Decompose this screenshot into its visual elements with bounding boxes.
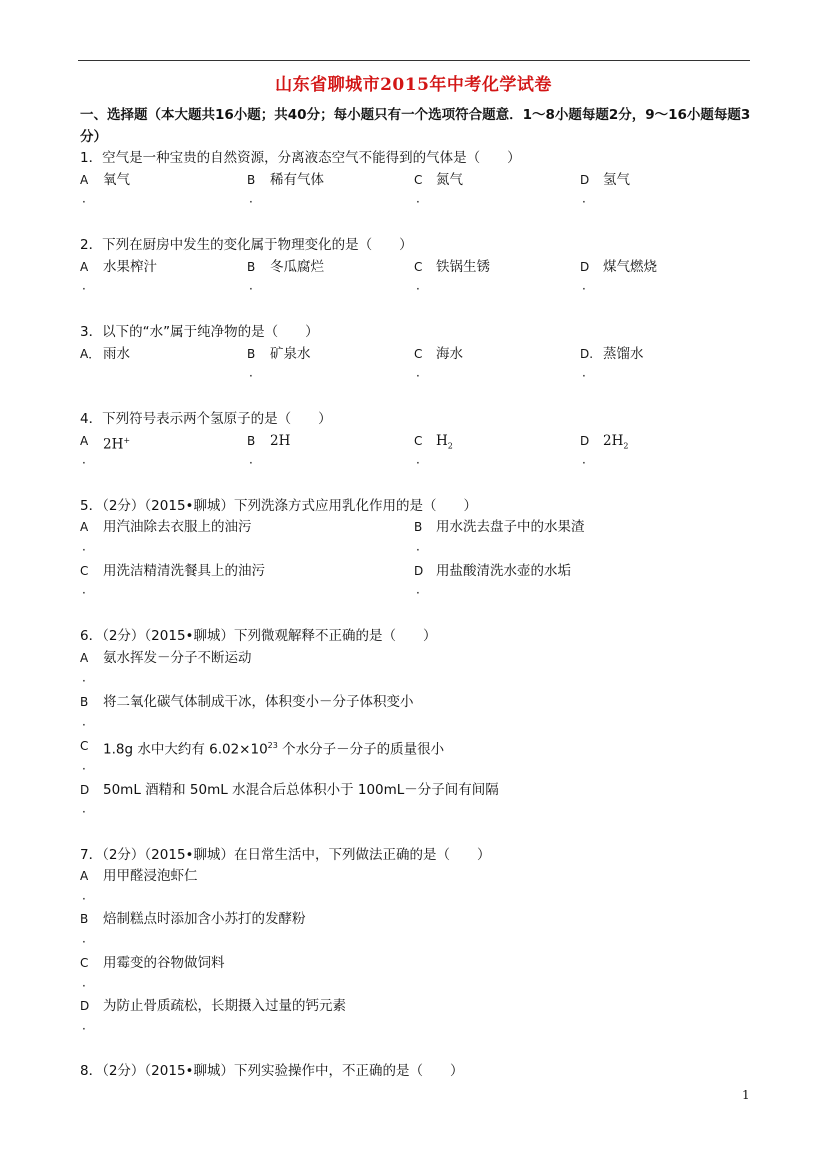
dot: · xyxy=(416,543,420,557)
exam-title: 山东省聊城市2015年中考化学试卷 xyxy=(275,75,552,95)
dot: · xyxy=(82,892,86,906)
q5-option-c-letter: C xyxy=(80,564,89,578)
q7-option-c-letter: C xyxy=(80,956,89,970)
q1-option-a[interactable]: 氧气 xyxy=(103,172,130,188)
question-4-stem: 4．下列符号表示两个氢原子的是（ ） xyxy=(80,411,332,427)
section-heading: 一、选择题（本大题共16小题；共40分；每小题只有一个选项符合题意．1～8小题每题2分，9～16小题每题3分） xyxy=(80,107,751,145)
dot: · xyxy=(82,718,86,732)
dot: · xyxy=(249,282,253,296)
q5-option-d-letter: D xyxy=(414,564,424,578)
question-6-stem: 6．（2分）（2015•聊城）下列微观解释不正确的是（ ） xyxy=(80,628,437,644)
dot: · xyxy=(582,369,586,383)
q6-option-a-letter: A xyxy=(80,651,89,665)
q3-option-b-letter: B xyxy=(247,347,256,361)
q5-option-b-letter: B xyxy=(414,520,423,534)
q1-option-d[interactable]: 氢气 xyxy=(603,172,630,188)
q5-option-b[interactable]: 用水洗去盘子中的水果渣 xyxy=(436,519,585,535)
q5-option-a-letter: A xyxy=(80,520,89,534)
dot: · xyxy=(82,282,86,296)
dot: · xyxy=(82,586,86,600)
question-2-stem: 2．下列在厨房中发生的变化属于物理变化的是（ ） xyxy=(80,237,413,253)
q3-option-b[interactable]: 矿泉水 xyxy=(270,346,311,362)
dot: · xyxy=(249,369,253,383)
dot: · xyxy=(416,195,420,209)
q6-option-b-letter: B xyxy=(80,695,89,709)
q1-option-b[interactable]: 稀有气体 xyxy=(270,172,324,188)
q3-option-a[interactable]: 雨水 xyxy=(103,346,130,362)
dot: · xyxy=(582,282,586,296)
dot: · xyxy=(82,456,86,470)
q2-option-d[interactable]: 煤气燃烧 xyxy=(603,259,657,275)
question-7-stem: 7．（2分）（2015•聊城）在日常生活中，下列做法正确的是（ ） xyxy=(80,847,491,863)
q5-option-a[interactable]: 用汽油除去衣服上的油污 xyxy=(103,519,252,535)
dot: · xyxy=(582,195,586,209)
q6-option-b[interactable]: 将二氧化碳气体制成干冰，体积变小－分子体积变小 xyxy=(103,694,414,710)
q2-option-b-letter: B xyxy=(247,260,256,274)
q3-option-c-letter: C xyxy=(414,347,423,361)
q4-option-b[interactable]: 2H xyxy=(270,433,291,449)
q1-option-d-letter: D xyxy=(580,173,590,187)
q2-option-a-letter: A xyxy=(80,260,89,274)
q6-option-d-letter: D xyxy=(80,783,90,797)
question-8-stem: 8．（2分）（2015•聊城）下列实验操作中，不正确的是（ ） xyxy=(80,1063,464,1079)
q6-option-a[interactable]: 氨水挥发－分子不断运动 xyxy=(103,650,252,666)
q4-option-d[interactable] xyxy=(603,432,628,456)
q2-option-d-letter: D xyxy=(580,260,590,274)
q1-option-c[interactable]: 氮气 xyxy=(436,172,463,188)
q7-option-d[interactable]: 为防止骨质疏松，长期摄入过量的钙元素 xyxy=(103,998,346,1014)
q6-option-c-pre: 1.8g 水中大约有 6.02×10 xyxy=(103,741,268,758)
page-number: 1 xyxy=(742,1088,750,1102)
dot: · xyxy=(249,456,253,470)
q3-option-d[interactable]: 蒸馏水 xyxy=(603,346,644,362)
q1-option-c-letter: C xyxy=(414,173,423,187)
q4-option-a-letter: A xyxy=(80,434,89,448)
dot: · xyxy=(82,935,86,949)
q1-option-b-letter: B xyxy=(247,173,256,187)
dot: · xyxy=(416,282,420,296)
q4-option-c-letter: C xyxy=(414,434,423,448)
q5-option-d[interactable]: 用盐酸清洗水壶的水垢 xyxy=(436,563,571,579)
dot: · xyxy=(582,456,586,470)
q3-option-c[interactable]: 海水 xyxy=(436,346,463,362)
q4-option-c-sub: 2 xyxy=(447,441,453,451)
q7-option-c[interactable]: 用霉变的谷物做饲料 xyxy=(103,955,225,971)
q1-option-a-letter: A xyxy=(80,173,89,187)
q5-option-c[interactable]: 用洗洁精清洗餐具上的油污 xyxy=(103,563,265,579)
q7-option-b-letter: B xyxy=(80,912,89,926)
dot: · xyxy=(82,674,86,688)
q6-option-d[interactable]: 50mL 酒精和 50mL 水混合后总体积小于 100mL－分子间有间隔 xyxy=(103,782,499,798)
q2-option-b[interactable]: 冬瓜腐烂 xyxy=(270,259,324,275)
q3-option-d-letter: D. xyxy=(580,347,594,361)
dot: · xyxy=(82,805,86,819)
q6-option-c[interactable] xyxy=(103,737,444,759)
q3-option-a-letter: A． xyxy=(80,347,101,361)
question-5-stem: 5．（2分）（2015•聊城）下列洗涤方式应用乳化作用的是（ ） xyxy=(80,498,477,514)
q4-option-d-sub: 2 xyxy=(623,441,629,451)
dot: · xyxy=(82,1022,86,1036)
q4-option-d-letter: D xyxy=(580,434,590,448)
q7-option-b[interactable]: 焙制糕点时添加含小苏打的发酵粉 xyxy=(103,911,306,927)
q7-option-a-letter: A xyxy=(80,869,89,883)
q4-option-a[interactable] xyxy=(103,432,130,454)
dot: · xyxy=(82,762,86,776)
dot: · xyxy=(416,586,420,600)
q4-option-c[interactable] xyxy=(436,432,453,456)
q6-option-c-sup: 23 xyxy=(267,741,278,750)
q2-option-c[interactable]: 铁锅生锈 xyxy=(436,259,490,275)
dot: · xyxy=(249,195,253,209)
question-3-stem: 3．以下的“水”属于纯净物的是（ ） xyxy=(80,324,319,340)
q4-option-b-letter: B xyxy=(247,434,256,448)
q2-option-a[interactable]: 水果榨汁 xyxy=(103,259,157,275)
question-1-stem: 1．空气是一种宝贵的自然资源，分离液态空气不能得到的气体是（ ） xyxy=(80,150,521,166)
q6-option-c-letter: C xyxy=(80,739,89,753)
q4-option-a-text: 2H xyxy=(103,436,124,453)
q4-option-a-sup: + xyxy=(123,436,131,445)
q4-option-d-text: 2H xyxy=(603,433,624,449)
q4-option-c-text: H xyxy=(436,433,448,449)
q7-option-d-letter: D xyxy=(80,999,90,1013)
q6-option-c-post: 个水分子－分子的质量很小 xyxy=(277,741,445,758)
q7-option-a[interactable]: 用甲醛浸泡虾仁 xyxy=(103,868,198,884)
dot: · xyxy=(416,456,420,470)
q2-option-c-letter: C xyxy=(414,260,423,274)
dot: · xyxy=(416,369,420,383)
dot: · xyxy=(82,979,86,993)
dot: · xyxy=(82,543,86,557)
dot: · xyxy=(82,195,86,209)
header-rule xyxy=(78,60,750,61)
